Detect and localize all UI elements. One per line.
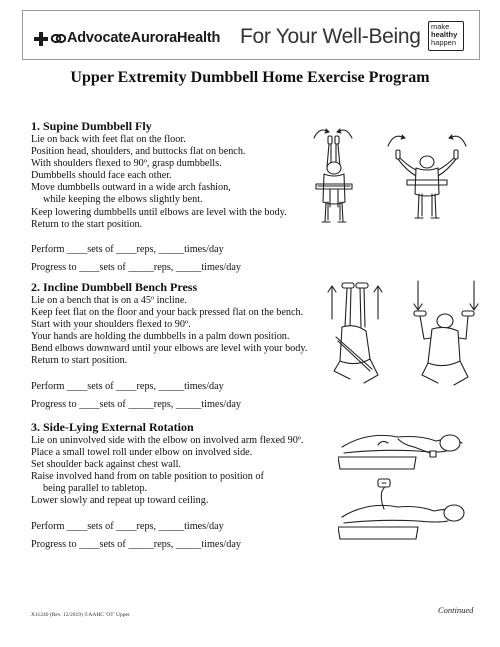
badge-line: make (431, 22, 450, 31)
instruction-line: Place a small towel roll under elbow on involved side. (31, 447, 253, 459)
instruction-line: Raise involved hand from on table position to position of (31, 471, 264, 483)
exercise-title: 1. Supine Dumbbell Fly (31, 119, 152, 133)
instruction-line: Your hands are holding the dumbbells in a palm down position. (31, 331, 290, 343)
instruction-line: Dumbbells should face each other. (31, 170, 172, 182)
exercise-section (31, 119, 321, 274)
instruction-line: With shoulders flexed to 90º, grasp dumbbells. (31, 158, 222, 170)
instruction-line: Bend elbows downward until your elbows are level with your body. (31, 343, 308, 355)
page-title: Upper Extremity Dumbbell Home Exercise Program (70, 69, 430, 86)
incline-bench-press-illustration (320, 279, 480, 394)
cross-icon (34, 32, 48, 46)
continued-label: Continued (438, 605, 474, 615)
exercise-title: 2. Incline Dumbbell Bench Press (31, 280, 198, 294)
linked-rings-icon (51, 33, 66, 44)
instruction-line: Return to start position. (31, 355, 128, 367)
instruction-line: Lie on back with feet flat on the floor. (31, 134, 186, 145)
form-code: X11240 (Rev. 12/2019) ©AAHC 'OT' Upper (31, 612, 130, 618)
make-healthy-happen-badge (428, 21, 464, 51)
instruction-line: Keep feet flat on the floor and your back pressed flat on the bench. (31, 307, 304, 319)
progress-line: Progress to ____sets of _____reps, _____times/day (31, 261, 241, 273)
instruction-line: Lie on a bench that is on a 45º incline. (31, 295, 187, 306)
side-lying-external-rotation-illustration (338, 425, 478, 555)
brand-name: AdvocateAuroraHealth (67, 30, 221, 46)
instruction-line: Lower slowly and repeat up toward ceiling. (31, 495, 209, 507)
instruction-line: Set shoulder back against chest wall. (31, 459, 181, 471)
instruction-line: Lie on uninvolved side with the elbow on involved arm flexed 90º. (31, 435, 304, 446)
exercise-title: 3. Side-Lying External Rotation (31, 420, 194, 434)
instruction-line: Start with your shoulders flexed to 90º. (31, 319, 191, 331)
instruction-line: while keeping the elbows slightly bent. (43, 194, 203, 206)
perform-line: Perform ____sets of ____reps, _____times/day (31, 380, 224, 392)
badge-line: happen (431, 38, 457, 47)
instruction-line: Position head, shoulders, and buttocks flat on bench. (31, 146, 246, 158)
instruction-line: Keep lowering dumbbells until elbows are level with the body. (31, 206, 287, 218)
instruction-line: Move dumbbells outward in a wide arch fashion, (31, 182, 231, 194)
supine-dumbbell-fly-illustration (300, 122, 480, 232)
progress-line: Progress to ____sets of _____reps, _____times/day (31, 398, 241, 410)
progress-line: Progress to ____sets of _____reps, _____times/day (31, 538, 241, 550)
instruction-line: Return to the start position. (31, 218, 143, 230)
perform-line: Perform ____sets of ____reps, _____times/day (31, 520, 224, 532)
exercise-section (31, 280, 321, 411)
perform-line: Perform ____sets of ____reps, _____times/day (31, 243, 224, 255)
tagline: For Your Well-Being (240, 25, 421, 48)
instruction-line: being parallel to tabletop. (43, 483, 148, 495)
badge-line: healthy (431, 30, 458, 39)
exercise-section (31, 420, 321, 551)
